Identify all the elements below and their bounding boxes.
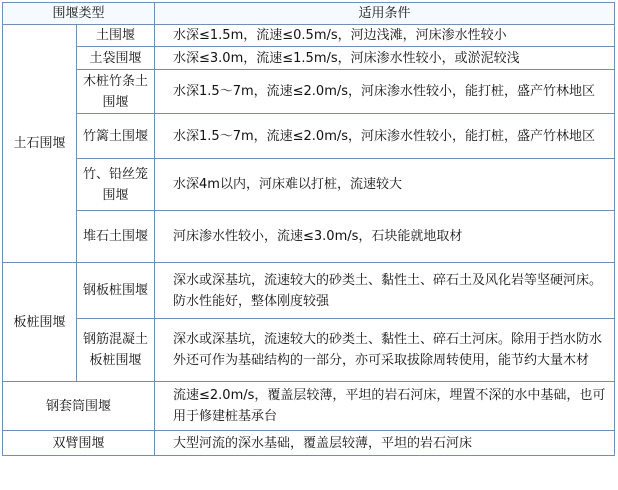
type-cell: 木桩竹条土围堰 <box>77 70 155 114</box>
table-header-row <box>3 3 615 25</box>
table-row <box>3 319 615 382</box>
condition-cell: 水深≤1.5m，流速≤0.5m/s，河边浅滩，河床渗水性较小 <box>155 25 615 47</box>
type-cell: 钢板桩围堰 <box>77 263 155 319</box>
table-row <box>3 47 615 70</box>
table-row <box>3 159 615 211</box>
table-row <box>3 263 615 319</box>
condition-cell: 流速≤2.0m/s，覆盖层较薄，平坦的岩石河床，埋置不深的水中基础，也可用于修建桩基承台 <box>155 382 615 431</box>
cofferdam-table <box>2 2 615 456</box>
condition-cell: 水深1.5～7m，流速≤2.0m/s，河床渗水性较小，能打桩，盛产竹林地区 <box>155 114 615 159</box>
table-row <box>3 114 615 159</box>
condition-cell: 深水或深基坑，流速较大的砂类土、黏性土、碎石土及风化岩等坚硬河床。防水性能好，整体刚度较强 <box>155 263 615 319</box>
condition-cell: 水深1.5～7m，流速≤2.0m/s，河床渗水性较小，能打桩，盛产竹林地区 <box>155 70 615 114</box>
table-row <box>3 382 615 431</box>
group-double-wall: 双臂围堰 <box>3 431 155 456</box>
type-cell: 钢筋混凝土板桩围堰 <box>77 319 155 382</box>
header-type: 围堰类型 <box>3 3 155 25</box>
table-row <box>3 25 615 47</box>
group-earth-stone: 土石围堰 <box>3 25 77 263</box>
condition-cell: 水深≤3.0m，流速≤1.5m/s，河床渗水性较小，或淤泥较浅 <box>155 47 615 70</box>
type-cell: 竹、铅丝笼围堰 <box>77 159 155 211</box>
condition-cell: 深水或深基坑，流速较大的砂类土、黏性土、碎石土河床。除用于挡水防水外还可作为基础结构的一部分，亦可采取拔除周转使用，能节约大量木材 <box>155 319 615 382</box>
type-cell: 土围堰 <box>77 25 155 47</box>
table-row <box>3 431 615 456</box>
type-cell: 竹篱土围堰 <box>77 114 155 159</box>
header-condition: 适用条件 <box>155 3 615 25</box>
condition-cell: 河床渗水性较小，流速≤3.0m/s，石块能就地取材 <box>155 211 615 263</box>
type-cell: 堆石土围堰 <box>77 211 155 263</box>
type-cell: 土袋围堰 <box>77 47 155 70</box>
cofferdam-table-container <box>2 2 614 488</box>
group-sheet-pile: 板桩围堰 <box>3 263 77 382</box>
table-row <box>3 70 615 114</box>
condition-cell: 大型河流的深水基础，覆盖层较薄，平坦的岩石河床 <box>155 431 615 456</box>
condition-cell: 水深4m以内，河床难以打桩，流速较大 <box>155 159 615 211</box>
group-steel-casing: 钢套筒围堰 <box>3 382 155 431</box>
table-row <box>3 211 615 263</box>
